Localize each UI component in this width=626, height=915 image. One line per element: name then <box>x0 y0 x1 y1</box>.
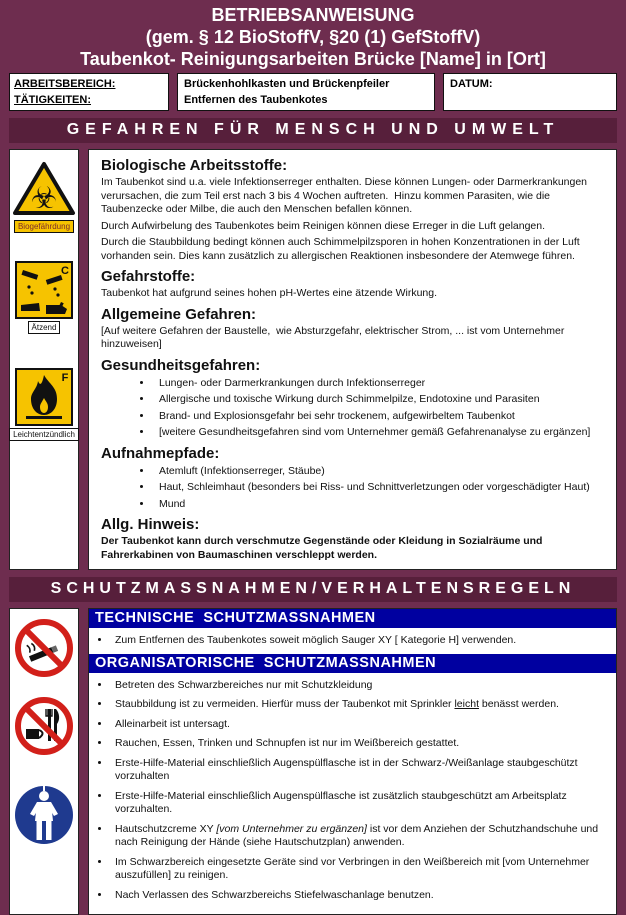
arbeitsbereich-value: Brückenhohlkasten und Brückenpfeiler <box>184 78 390 90</box>
list-item: • Lungen- oder Darmerkrankungen durch Infektionserreger <box>153 377 606 391</box>
allg-hinweis-heading: Allg. Hinweis: <box>101 516 200 533</box>
list-item: • Brand- und Explosionsgefahr bei sehr trockenem, aufgewirbeltem Taubenkot <box>153 410 606 424</box>
list-item: • Rauchen, Essen, Trinken und Schnupfen ist nur im Weißbereich gestattet. <box>111 737 616 751</box>
biohazard-icon <box>12 160 76 218</box>
schutzmassnahmen-banner: SCHUTZMASSNAHMEN/VERHALTENSREGELN <box>9 577 617 602</box>
no-eating-drinking-symbol <box>13 695 75 757</box>
list-item: • Erste-Hilfe-Material einschließlich Augenspülflasche ist in der Schwarz-/Weißanlage staubgeschützt vorzuhalten <box>111 757 616 784</box>
info-labels-cell <box>9 73 169 111</box>
no-smoking-symbol <box>13 617 75 679</box>
taetigkeiten-value: Entfernen des Taubenkotes <box>184 94 328 106</box>
gesundheitsgefahren-list <box>101 377 606 440</box>
datum-label: DATUM: <box>450 78 493 90</box>
gefahren-content <box>88 149 617 570</box>
allgemeine-gefahren-paragraph: [Auf weitere Gefahren der Baustelle, wie Absturzgefahr, elektrischer Strom, ... ist vom Unternehmer hinzuweisen] <box>101 324 568 350</box>
list-item: • Haut, Schleimhaut (besonders bei Riss- und Schnittverletzungen oder vorgeschädigter Haut) <box>153 481 606 495</box>
flammable-symbol <box>9 368 79 441</box>
organisatorische-schutzmassnahmen-bar: ORGANISATORISCHE SCHUTZMASSNAHMEN <box>89 654 616 673</box>
document-header <box>0 4 626 70</box>
list-item: • Hautschutzcreme XY [vom Unternehmer zu ergänzen] ist vor dem Anziehen der Schutzhandschuhe und nach Reinigung der Hände (siehe Hautschutzplan) anwenden. <box>111 823 616 850</box>
list-item: • Alleinarbeit ist untersagt. <box>111 718 616 732</box>
gefahren-banner: GEFAHREN FÜR MENSCH UND UMWELT <box>9 118 617 143</box>
list-item: • Atemluft (Infektionserreger, Stäube) <box>153 465 606 479</box>
gefahrstoffe-paragraph: Taubenkot hat aufgrund seines hohen pH-Wertes eine ätzende Wirkung. <box>101 287 438 299</box>
gesundheitsgefahren-heading: Gesundheitsgefahren: <box>101 356 261 374</box>
info-table <box>9 73 617 111</box>
protective-clothing-icon <box>12 783 76 847</box>
bio-heading: Biologische Arbeitsstoffe: <box>101 157 288 174</box>
symbol-label: Biogefährdung <box>14 220 74 233</box>
svg-text:F: F <box>61 372 69 384</box>
allg-hinweis-paragraph: Der Taubenkot kann durch verschmutze Gegenstände oder Kleidung in Sozialräume und Fahrerkabinen von Baumaschinen verschleppt werden. <box>101 535 546 561</box>
info-values-cell <box>177 73 435 111</box>
symbol-label: Leichtentzündlich <box>9 428 79 441</box>
gefahren-section <box>9 149 617 570</box>
doc-legal-reference: (gem. § 12 BioStoffV, §20 (1) GefStoffV) <box>145 27 481 47</box>
list-item: • Allergische und toxische Wirkung durch Schimmelpilze, Endotoxine und Parasiten <box>153 393 606 407</box>
safety-sign-column <box>9 608 79 915</box>
aufnahmepfade-heading: Aufnahmepfade: <box>101 444 220 462</box>
list-item: • [weitere Gesundheitsgefahren sind vom Unternehmer gemäß Gefahrenanalyse zu ergänzen] <box>153 426 606 440</box>
protective-clothing-symbol <box>12 783 76 847</box>
list-item: • Zum Entfernen des Taubenkotes soweit möglich Sauger XY [ Kategorie H] verwenden. <box>111 634 616 648</box>
list-item: • Erste-Hilfe-Material einschließlich Augenspülflasche ist zusätzlich staubgeschützt am Arbeitsplatz vorzuhalten. <box>111 790 616 817</box>
allgemeine-gefahren-heading: Allgemeine Gefahren: <box>101 305 257 323</box>
taetigkeiten-label: TÄTIGKEITEN: <box>14 94 91 106</box>
doc-subject: Taubenkot- Reinigungsarbeiten Brücke [Name] in [Ort] <box>80 49 546 69</box>
biohazard-symbol <box>12 160 76 233</box>
organisatorische-list <box>89 679 616 903</box>
bio-paragraph-1: Im Taubenkot sind u.a. viele Infektionserreger enthalten. Diese können Lungen- oder Darmerkrankungen verursachen, die zum Teil erst nach 3 bis 4 Wochen auftreten. Hinzu kommen Parasiten, wie die Taubenzecke oder Milbe, die auch den Menschen befallen können. <box>101 176 590 215</box>
list-item: • Staubbildung ist zu vermeiden. Hierfür muss der Taubenkot mit Sprinkler leicht benässt werden. <box>111 698 616 712</box>
aufnahmepfade-list <box>101 465 606 512</box>
list-item: • Betreten des Schwarzbereiches nur mit Schutzkleidung <box>111 679 616 693</box>
arbeitsbereich-label: ARBEITSBEREICH: <box>14 78 116 90</box>
flammable-icon <box>15 368 73 426</box>
datum-input[interactable] <box>450 92 610 106</box>
list-item: • Nach Verlassen des Schwarzbereichs Stiefelwaschanlage benutzen. <box>111 889 616 903</box>
bio-paragraph-2: Durch Aufwirbelung des Taubenkotes beim Reinigen können diese Erreger in die Luft gelangen. <box>101 219 546 232</box>
no-smoking-icon <box>13 617 75 679</box>
bio-paragraph-3: Durch die Staubbildung bedingt können auch Schimmelpilzsporen in hohen Konzentrationen in der Luft vorhanden sein. Dies kann zusätzlich zu allergischen Reaktionen insbesondere der Atemwege führen. <box>101 236 583 262</box>
schutzmassnahmen-content <box>88 608 617 915</box>
svg-text:☣: ☣ <box>30 182 58 215</box>
technische-schutzmassnahmen-bar: TECHNISCHE SCHUTZMASSNAHMEN <box>89 609 616 628</box>
corrosive-symbol <box>15 261 73 334</box>
corrosive-icon <box>15 261 73 319</box>
symbol-label: Ätzend <box>28 321 61 334</box>
schutzmassnahmen-section <box>9 608 617 915</box>
hazard-symbol-column <box>9 149 79 570</box>
doc-title: BETRIEBSANWEISUNG <box>211 5 415 25</box>
gefahrstoffe-heading: Gefahrstoffe: <box>101 268 196 285</box>
list-item: • Mund <box>153 498 606 512</box>
svg-text:C: C <box>61 265 69 277</box>
no-eating-drinking-icon <box>13 695 75 757</box>
datum-cell <box>443 73 617 111</box>
list-item: • Im Schwarzbereich eingesetzte Geräte sind vor Verbringen in den Weißbereich mit [vom Unternehmer auszufüllen] zu reinigen. <box>111 856 616 883</box>
technische-list <box>89 634 616 648</box>
